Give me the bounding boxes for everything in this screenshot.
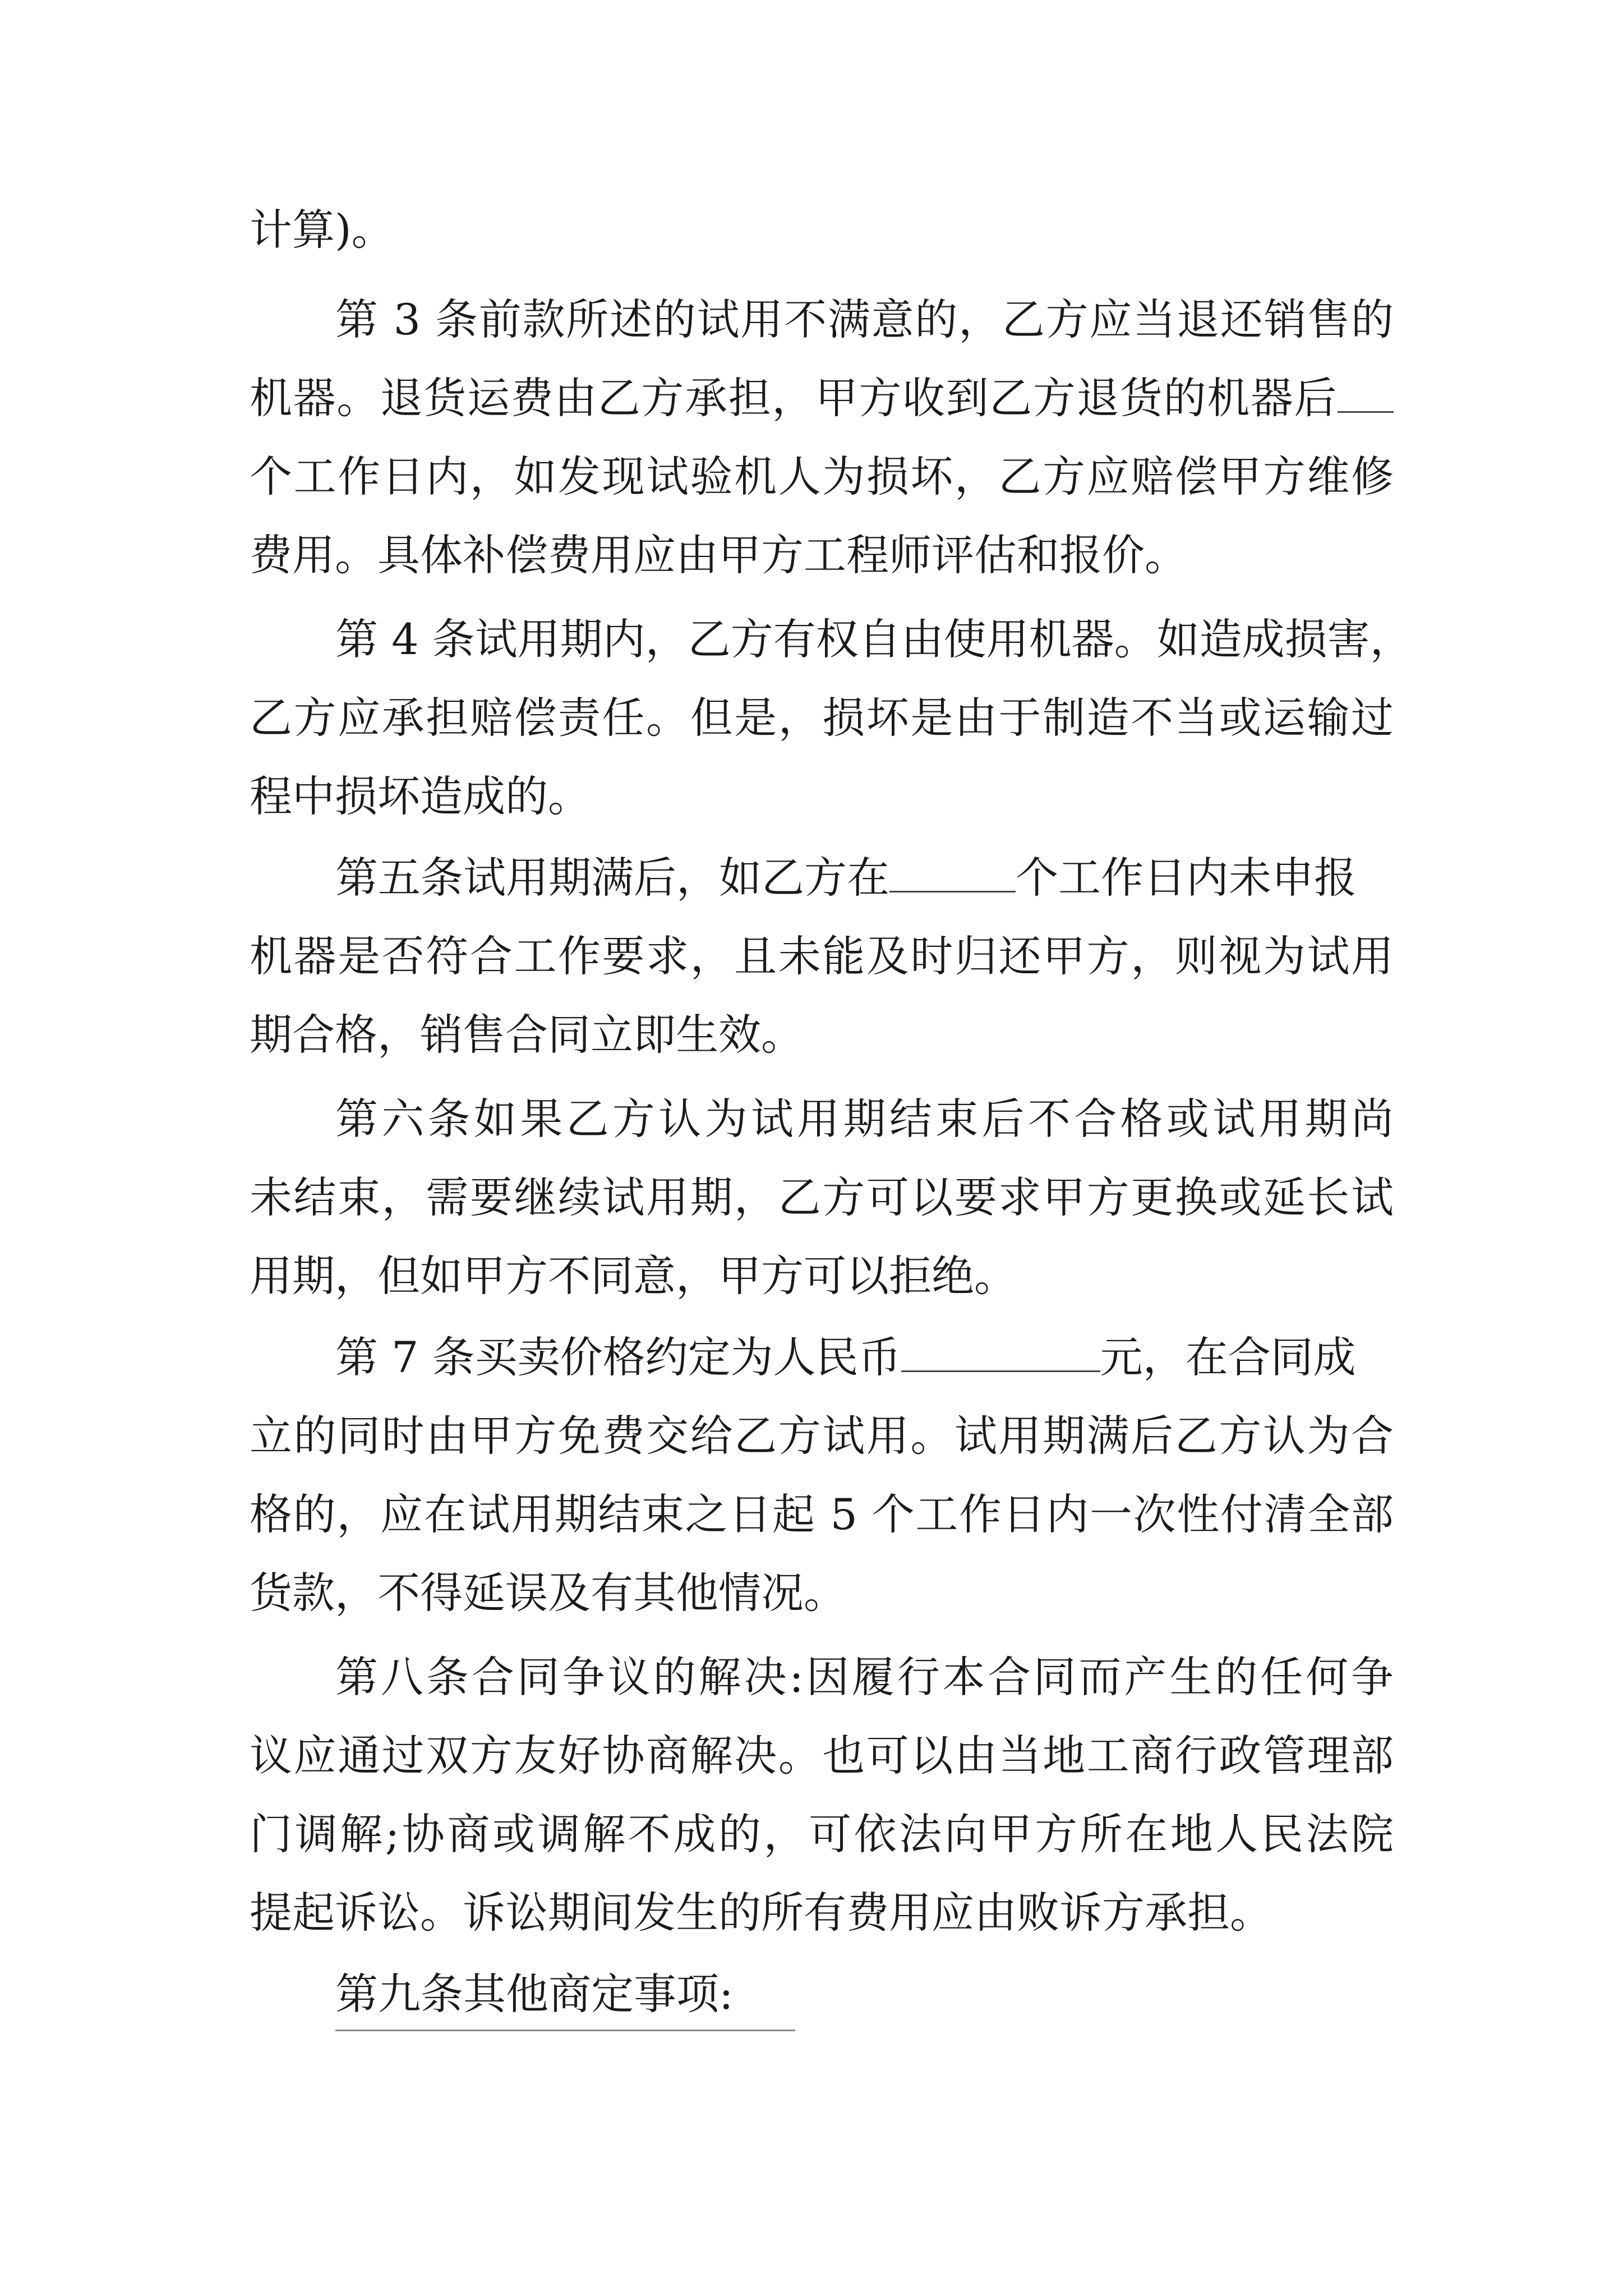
article-7-text-a: 第 7 条买卖价格约定为人民币	[335, 1332, 901, 1382]
article-3-line-2: 机器。退货运费由乙方承担，甲方收到乙方退货的机器后	[250, 373, 1338, 423]
article-3-line-1: 第 3 条前款所述的试用不满意的，乙方应当退还销售的	[335, 295, 1394, 344]
article-4-line-1: 第 4 条试用期内，乙方有权自由使用机器。如造成损害，	[335, 614, 1413, 664]
article-6-line-1: 第六条如果乙方认为试用期结束后不合格或试用期尚	[335, 1094, 1394, 1144]
text-line: 提起诉讼。诉讼期间发生的所有费用应由败诉方承担。	[250, 1888, 1272, 1938]
text-line: 门调解;协商或调解不成的，可依法向甲方所在地人民法院	[250, 1809, 1394, 1859]
blank-field	[889, 850, 1016, 892]
text-line: 立的同时由甲方免费交给乙方试用。试用期满后乙方认为合	[250, 1411, 1394, 1461]
article-5-text-b: 个工作日内未申报	[1016, 853, 1357, 903]
text-line: 未结束，需要继续试用期，乙方可以要求甲方更换或延长试	[250, 1172, 1394, 1222]
article-5-text-a: 第五条试用期满后，如乙方在	[335, 853, 889, 903]
article-7-text-b: 元，在合同成	[1100, 1332, 1356, 1382]
article-8-line-1: 第八条合同争议的解决:因履行本合同而产生的任何争	[335, 1652, 1394, 1702]
article-5-line-1	[335, 850, 1394, 906]
blank-field	[901, 1330, 1100, 1372]
text-line: 费用。具体补偿费用应由甲方工程师评估和报价。	[250, 530, 1187, 580]
text-line	[250, 370, 1394, 426]
blank-line	[335, 2030, 795, 2031]
text-line: 机器是否符合工作要求，且未能及时归还甲方，则视为试用	[250, 931, 1394, 981]
text-line: 程中损坏造成的。	[250, 771, 591, 821]
blank-field	[1338, 371, 1394, 413]
text-line: 计算)。	[250, 205, 394, 255]
text-line: 用期，但如甲方不同意，甲方可以拒绝。	[250, 1251, 1017, 1301]
text-line: 个工作日内，如发现试验机人为损坏，乙方应赔偿甲方维修	[250, 452, 1394, 501]
article-7-line-1	[335, 1329, 1394, 1386]
article-9-line-1: 第九条其他商定事项:	[335, 1969, 734, 2019]
text-line: 格的，应在试用期结束之日起 5 个工作日内一次性付清全部	[250, 1489, 1394, 1539]
text-line: 乙方应承担赔偿责任。但是，损坏是由于制造不当或运输过	[250, 693, 1394, 743]
text-line: 议应通过双方友好协商解决。也可以由当地工商行政管理部	[250, 1731, 1394, 1780]
text-line: 期合格，销售合同立即生效。	[250, 1010, 804, 1060]
text-line: 货款，不得延误及有其他情况。	[250, 1568, 846, 1618]
